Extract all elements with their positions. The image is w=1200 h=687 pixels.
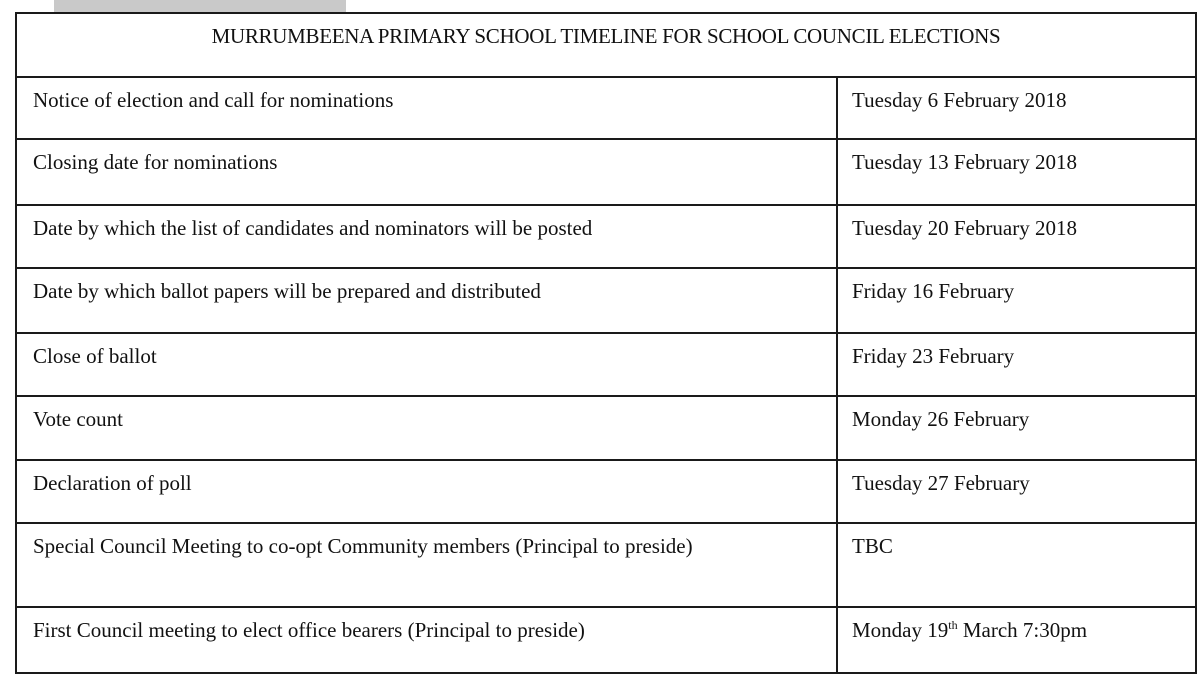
table-row xyxy=(16,333,1196,396)
table-title: MURRUMBEENA PRIMARY SCHOOL TIMELINE FOR SCHOOL COUNCIL ELECTIONS xyxy=(16,13,1196,77)
date-cell: Friday 23 February xyxy=(837,333,1196,396)
event-cell: Notice of election and call for nominations xyxy=(16,77,837,139)
date-suffix: March 7:30pm xyxy=(957,618,1088,642)
event-cell: Vote count xyxy=(16,396,837,460)
event-cell: Special Council Meeting to co-opt Community members (Principal to preside) xyxy=(16,523,837,607)
event-cell: Date by which the list of candidates and nominators will be posted xyxy=(16,205,837,268)
date-cell: Tuesday 13 February 2018 xyxy=(837,139,1196,205)
event-cell: Declaration of poll xyxy=(16,460,837,523)
date-cell: Tuesday 27 February xyxy=(837,460,1196,523)
table-row xyxy=(16,77,1196,139)
event-cell: Date by which ballot papers will be prepared and distributed xyxy=(16,268,837,333)
date-cell: Monday 26 February xyxy=(837,396,1196,460)
date-prefix: Monday 19 xyxy=(852,618,949,642)
event-cell: Close of ballot xyxy=(16,333,837,396)
table-row xyxy=(16,268,1196,333)
event-cell: Closing date for nominations xyxy=(16,139,837,205)
table-row xyxy=(16,205,1196,268)
table-row xyxy=(16,523,1196,607)
date-cell xyxy=(837,607,1196,673)
table-row xyxy=(16,139,1196,205)
date-cell: Tuesday 6 February 2018 xyxy=(837,77,1196,139)
election-timeline-table xyxy=(15,12,1197,674)
date-cell: Friday 16 February xyxy=(837,268,1196,333)
table-row xyxy=(16,396,1196,460)
date-cell: Tuesday 20 February 2018 xyxy=(837,205,1196,268)
table-row xyxy=(16,460,1196,523)
date-cell: TBC xyxy=(837,523,1196,607)
event-cell: First Council meeting to elect office bearers (Principal to preside) xyxy=(16,607,837,673)
title-row xyxy=(16,13,1196,77)
date-ordinal-suffix: th xyxy=(948,618,958,632)
table-row xyxy=(16,607,1196,673)
